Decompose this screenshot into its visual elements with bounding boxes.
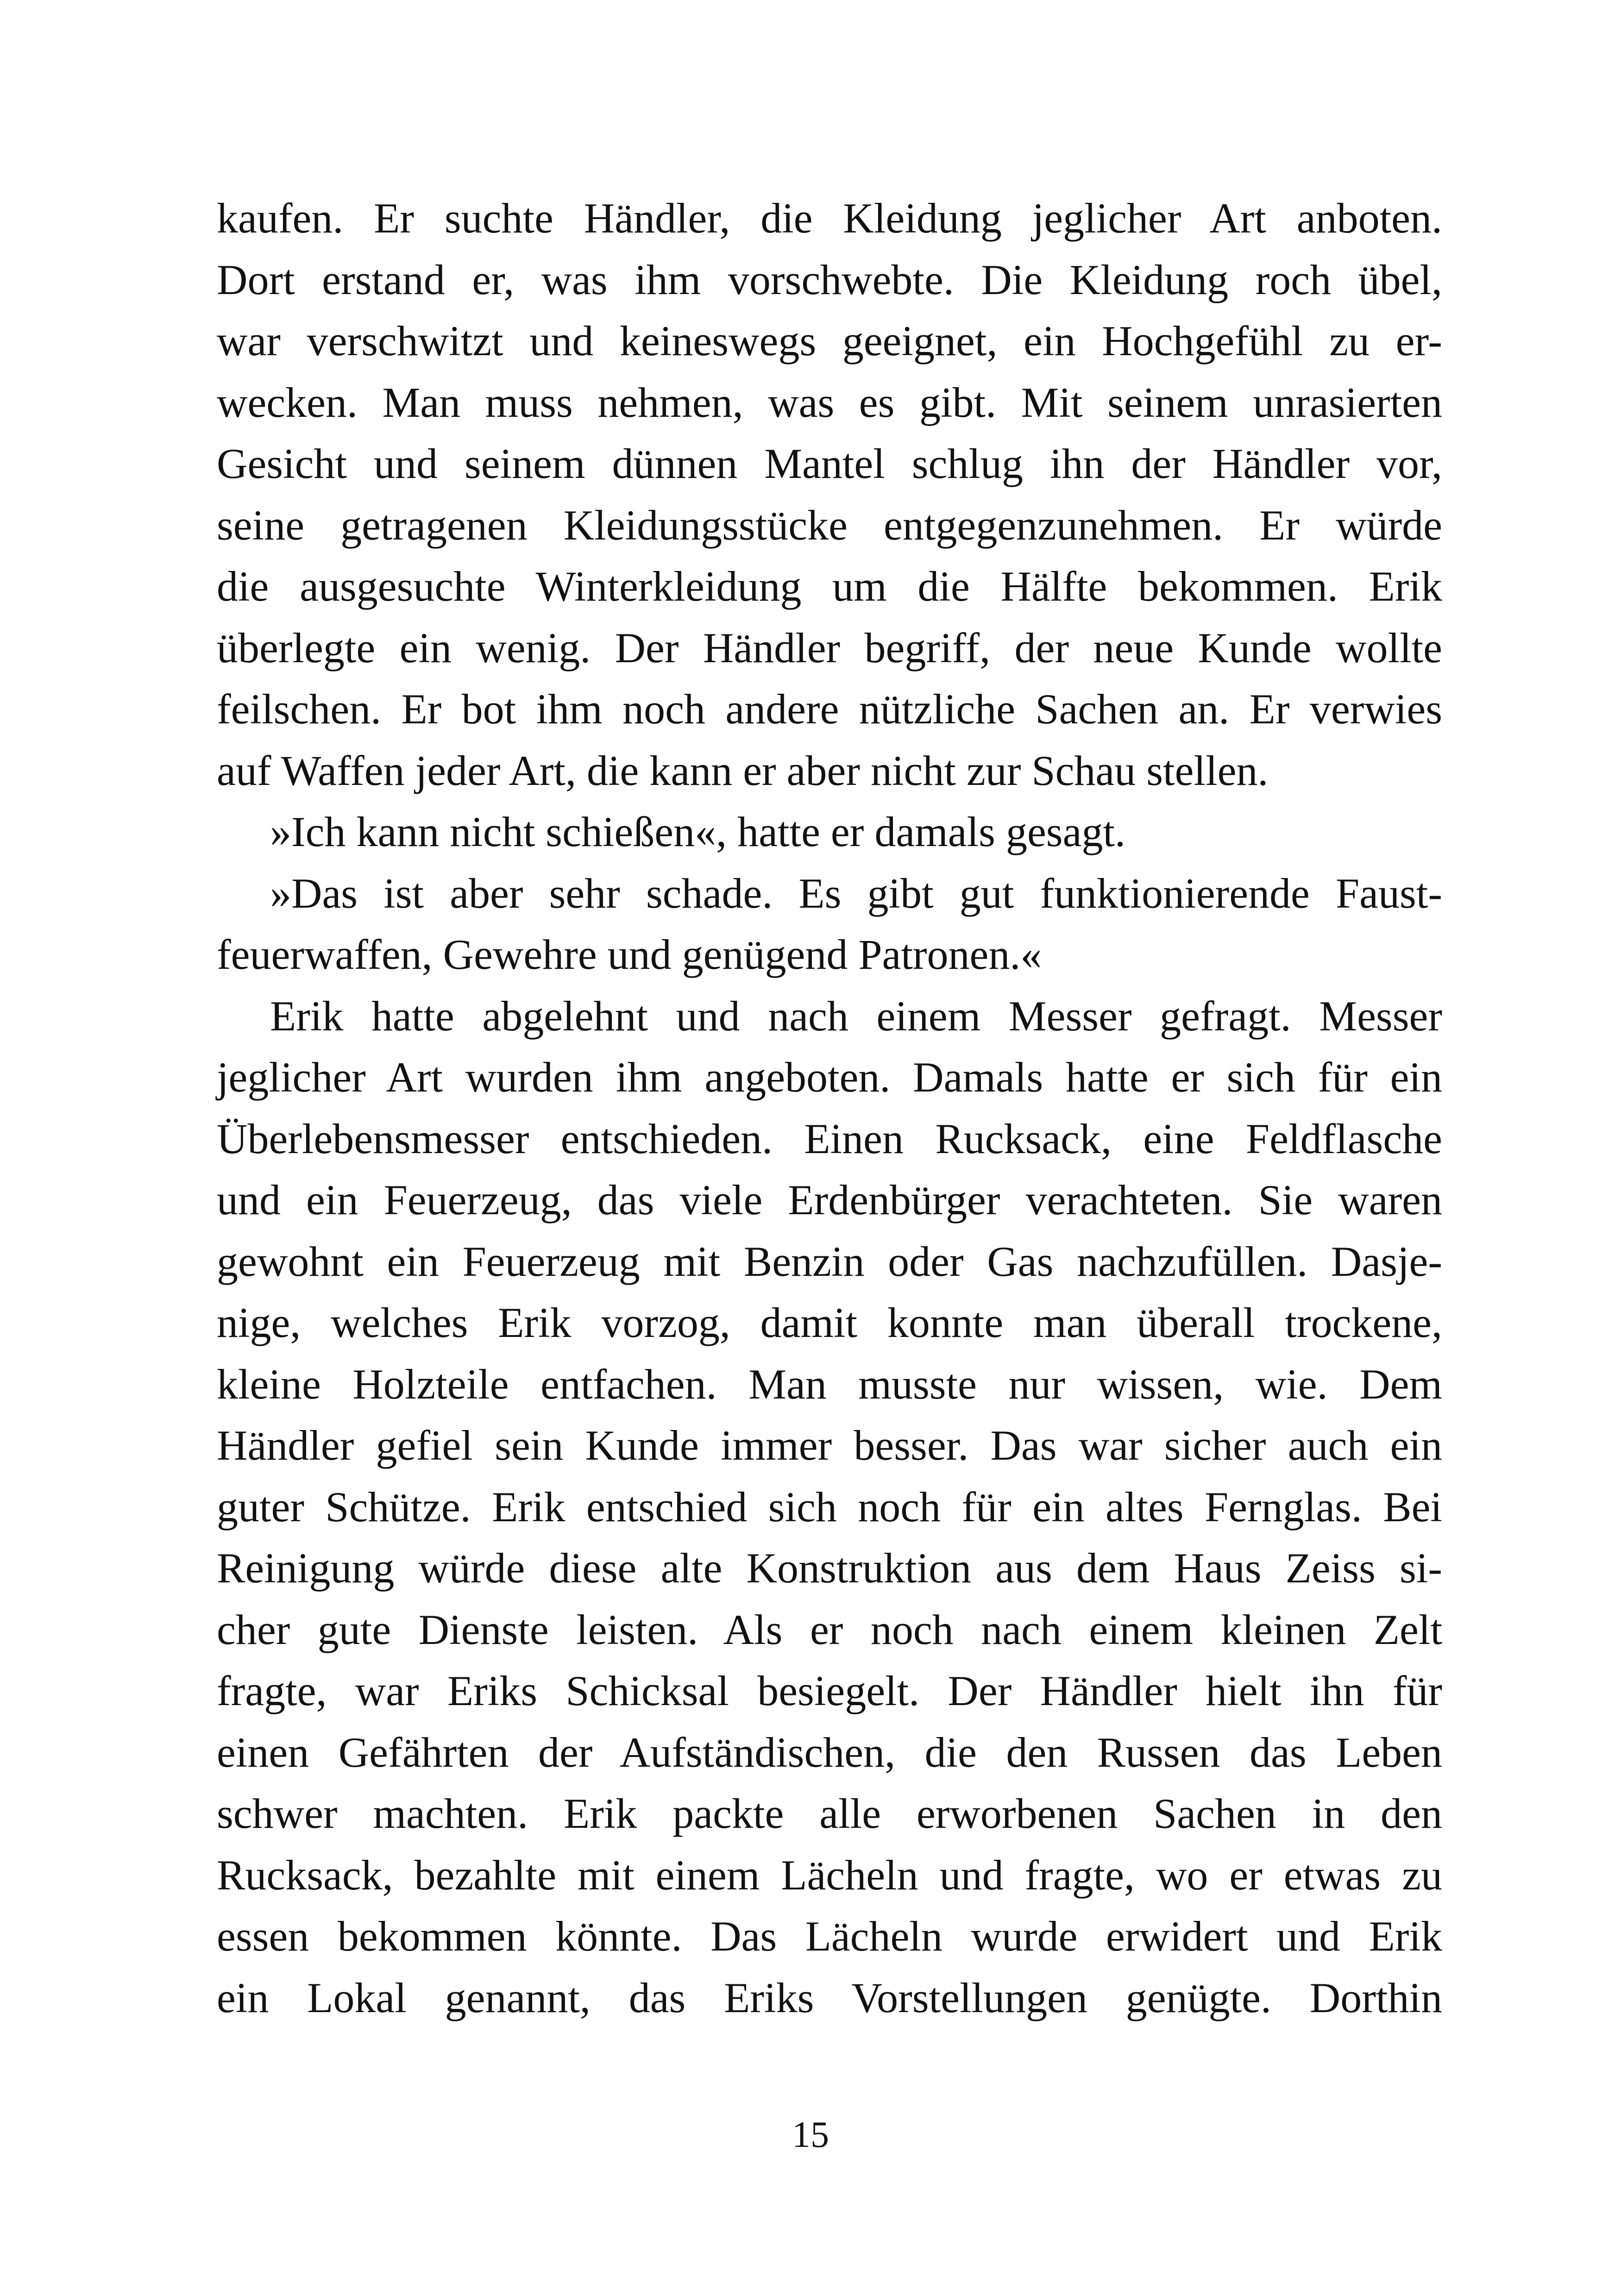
text-line: auf Waffen jeder Art, die kann er aber nicht zur Schau stellen.	[217, 747, 1269, 794]
text-line: feuerwaffen, Gewehre und genügend Patronen.«	[217, 931, 1042, 978]
text-line: essen bekommen könnte. Das Lächeln wurde erwidert und Erik	[217, 1913, 1442, 1960]
text-line: und ein Feuerzeug, das viele Erdenbürger verachteten. Sie waren	[217, 1176, 1442, 1223]
text-line: Händler gefiel sein Kunde immer besser. Das war sicher auch ein	[217, 1422, 1442, 1469]
text-line: die ausgesuchte Winterkleidung um die Hälfte bekommen. Erik	[217, 563, 1442, 610]
text-line: »Ich kann nicht schießen«, hatte er damals gesagt.	[270, 808, 1126, 855]
text-line: fragte, war Eriks Schicksal besiegelt. Der Händler hielt ihn für	[217, 1667, 1442, 1714]
text-line: ein Lokal genannt, das Eriks Vorstellungen genügte. Dorthin	[217, 1974, 1442, 2021]
text-line: Rucksack, bezahlte mit einem Lächeln und fragte, wo er etwas zu	[217, 1851, 1442, 1899]
text-line: Überlebensmesser entschieden. Einen Rucksack, eine Feldflasche	[217, 1115, 1442, 1162]
text-line: kaufen. Er suchte Händler, die Kleidung jeglicher Art anboten.	[217, 194, 1442, 242]
text-line: schwer machten. Erik packte alle erworbenen Sachen in den	[217, 1790, 1442, 1837]
body-text	[217, 188, 1442, 2028]
text-line: cher gute Dienste leisten. Als er noch nach einem kleinen Zelt	[217, 1606, 1442, 1653]
text-line: nige, welches Erik vorzog, damit konnte man überall trockene,	[217, 1299, 1442, 1346]
text-line: Erik hatte abgelehnt und nach einem Messer gefragt. Messer	[270, 992, 1442, 1040]
text-line: jeglicher Art wurden ihm angeboten. Damals hatte er sich für ein	[217, 1054, 1442, 1101]
text-line: feilschen. Er bot ihm noch andere nützliche Sachen an. Er verwies	[217, 685, 1442, 733]
text-line: seine getragenen Kleidungsstücke entgegenzunehmen. Er würde	[217, 501, 1442, 549]
text-line: »Das ist aber sehr schade. Es gibt gut funktionierende Faust-	[270, 869, 1442, 917]
text-line: Dort erstand er, was ihm vorschwebte. Die Kleidung roch übel,	[217, 256, 1442, 303]
page-number: 15	[792, 2114, 829, 2155]
text-line: kleine Holzteile entfachen. Man musste nur wissen, wie. Dem	[217, 1360, 1442, 1408]
text-line: Reinigung würde diese alte Konstruktion aus dem Haus Zeiss si-	[217, 1544, 1442, 1592]
text-line: guter Schütze. Erik entschied sich noch für ein altes Fernglas. Bei	[217, 1483, 1442, 1531]
text-line: Gesicht und seinem dünnen Mantel schlug ihn der Händler vor,	[217, 440, 1442, 487]
text-line: überlegte ein wenig. Der Händler begriff, der neue Kunde wollte	[217, 624, 1442, 671]
text-line: gewohnt ein Feuerzeug mit Benzin oder Gas nachzufüllen. Dasje-	[217, 1237, 1442, 1285]
text-line: wecken. Man muss nehmen, was es gibt. Mit seinem unrasierten	[217, 378, 1442, 426]
text-line: einen Gefährten der Aufständischen, die den Russen das Leben	[217, 1728, 1442, 1776]
text-line: war verschwitzt und keineswegs geeignet, ein Hochgefühl zu er-	[217, 317, 1442, 364]
